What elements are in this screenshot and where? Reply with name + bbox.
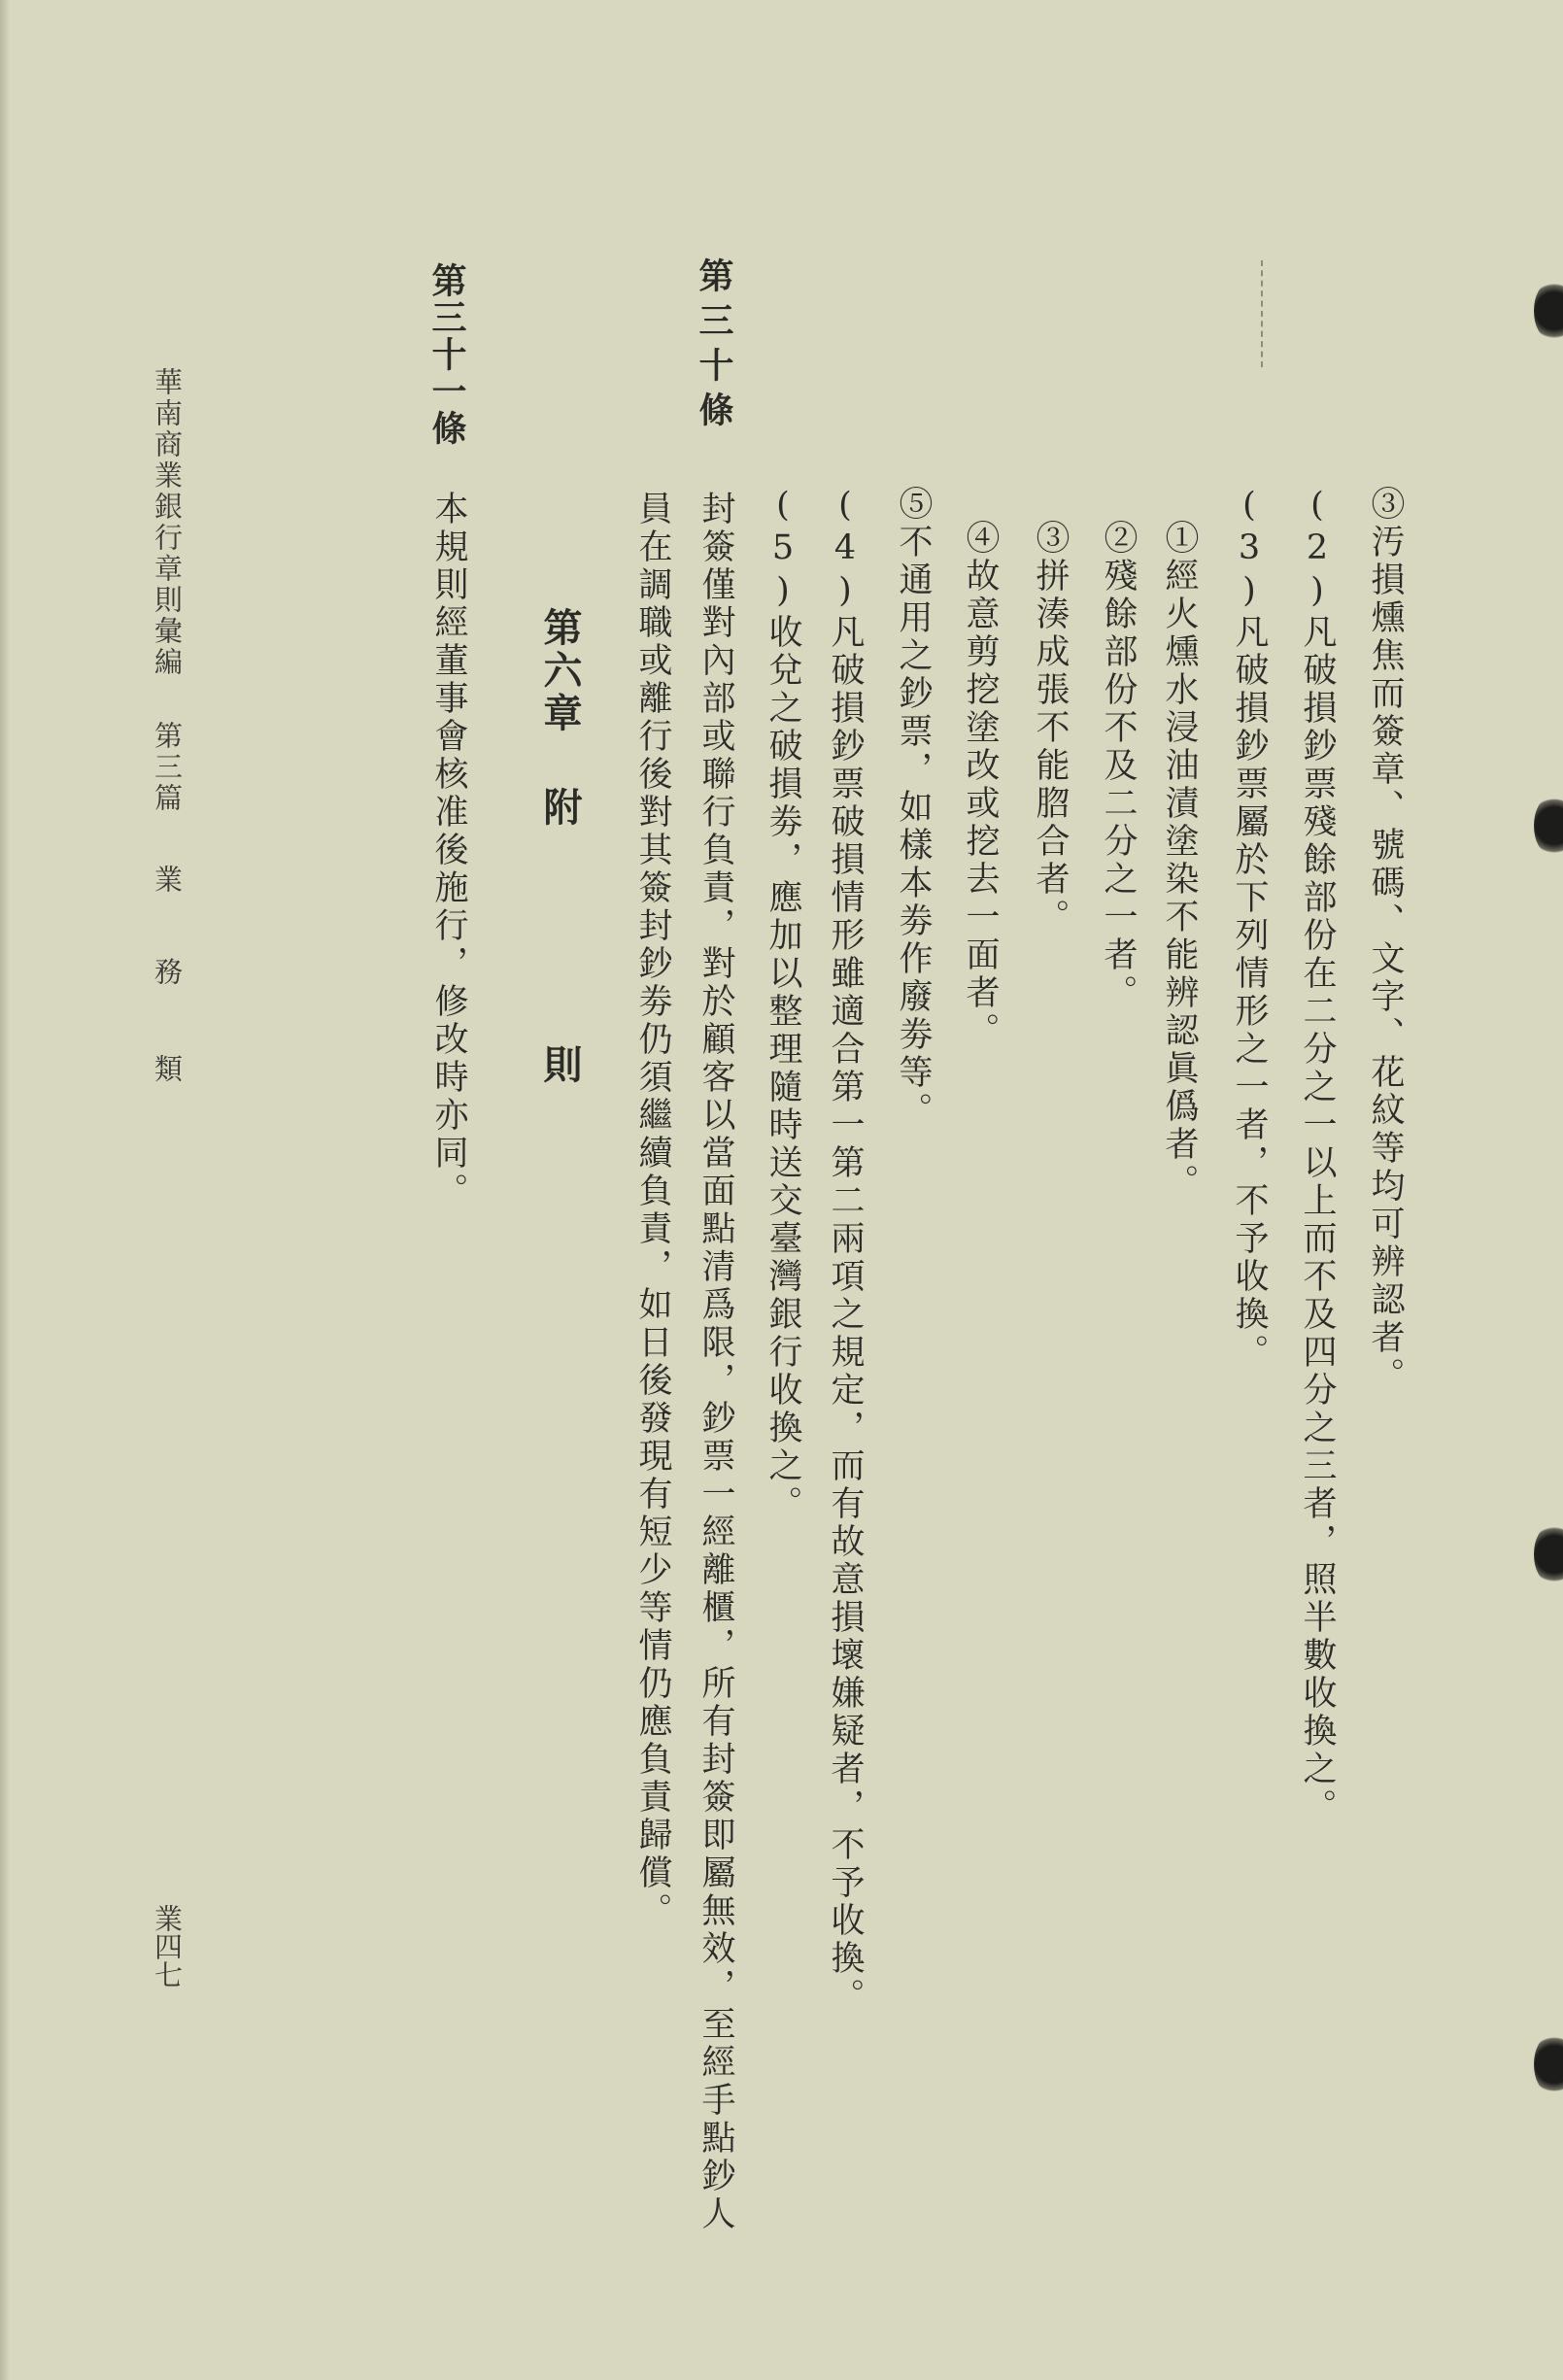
body-column: (3)凡破損鈔票屬於下列情形之一者，不予收換。 bbox=[1230, 486, 1269, 1372]
body-column: ④故意剪挖塗改或挖去一面者。 bbox=[961, 520, 1000, 1050]
body-column: ③汚損燻焦而簽章、號碼、文字、花紋等均可辨認者。 bbox=[1366, 486, 1405, 1395]
body-column: (4)凡破損鈔票破損情形雖適合第一第二兩項之規定，而有故意損壞嫌疑者，不予收換。 bbox=[826, 486, 865, 2016]
chapter-title-1: 附 bbox=[537, 787, 583, 830]
chapter-title-2: 則 bbox=[537, 1044, 583, 1087]
article-31-heading: 第三十一條 bbox=[426, 262, 467, 447]
binding-hole-icon bbox=[1534, 284, 1563, 338]
body-column: ③拼湊成張不能脗合者。 bbox=[1031, 520, 1070, 936]
binding-hole-icon bbox=[1534, 2037, 1563, 2091]
dashed-mark bbox=[1261, 260, 1263, 367]
footer-part: 第三篇 bbox=[151, 721, 184, 814]
body-column: (5)收兌之破損劵，應加以整理隨時送交臺灣銀行收換之。 bbox=[764, 486, 802, 1523]
body-column: (2)凡破損鈔票殘餘部份在二分之一以上而不及四分之三者，照半數收換之。 bbox=[1298, 486, 1337, 1826]
page-number: 業四七 bbox=[151, 1904, 184, 1989]
body-column: 封簽僅對內部或聯行負責，對於顧客以當面點清爲限，鈔票一經離櫃，所有封簽即屬無效，至經手點鈔人 bbox=[697, 491, 735, 2233]
body-column: ①經火燻水浸油漬塗染不能辨認眞僞者。 bbox=[1160, 520, 1199, 1202]
body-column: ②殘餘部份不及二分之一者。 bbox=[1099, 520, 1138, 1012]
chapter-number: 第六章 bbox=[537, 607, 583, 735]
footer-category-char: 務 bbox=[151, 957, 184, 988]
page-edge bbox=[0, 0, 10, 2380]
body-column: 員在調職或離行後對其簽封鈔劵仍須繼續負責，如日後發現有短少等情仍應負責歸償。 bbox=[633, 491, 672, 1930]
binding-hole-icon bbox=[1534, 1527, 1563, 1581]
article-30-heading: 第三十條 bbox=[694, 257, 734, 436]
footer-category-char: 業 bbox=[151, 865, 184, 896]
article-31-text: 本規則經董事會核准後施行，修改時亦同。 bbox=[429, 491, 468, 1210]
body-column: ⑤不通用之鈔票，如樣本劵作廢劵等。 bbox=[894, 486, 933, 1130]
footer-book-title: 華南商業銀行章則彙編 bbox=[151, 367, 184, 678]
footer-category-char: 類 bbox=[151, 1054, 184, 1085]
binding-hole-icon bbox=[1534, 799, 1563, 853]
